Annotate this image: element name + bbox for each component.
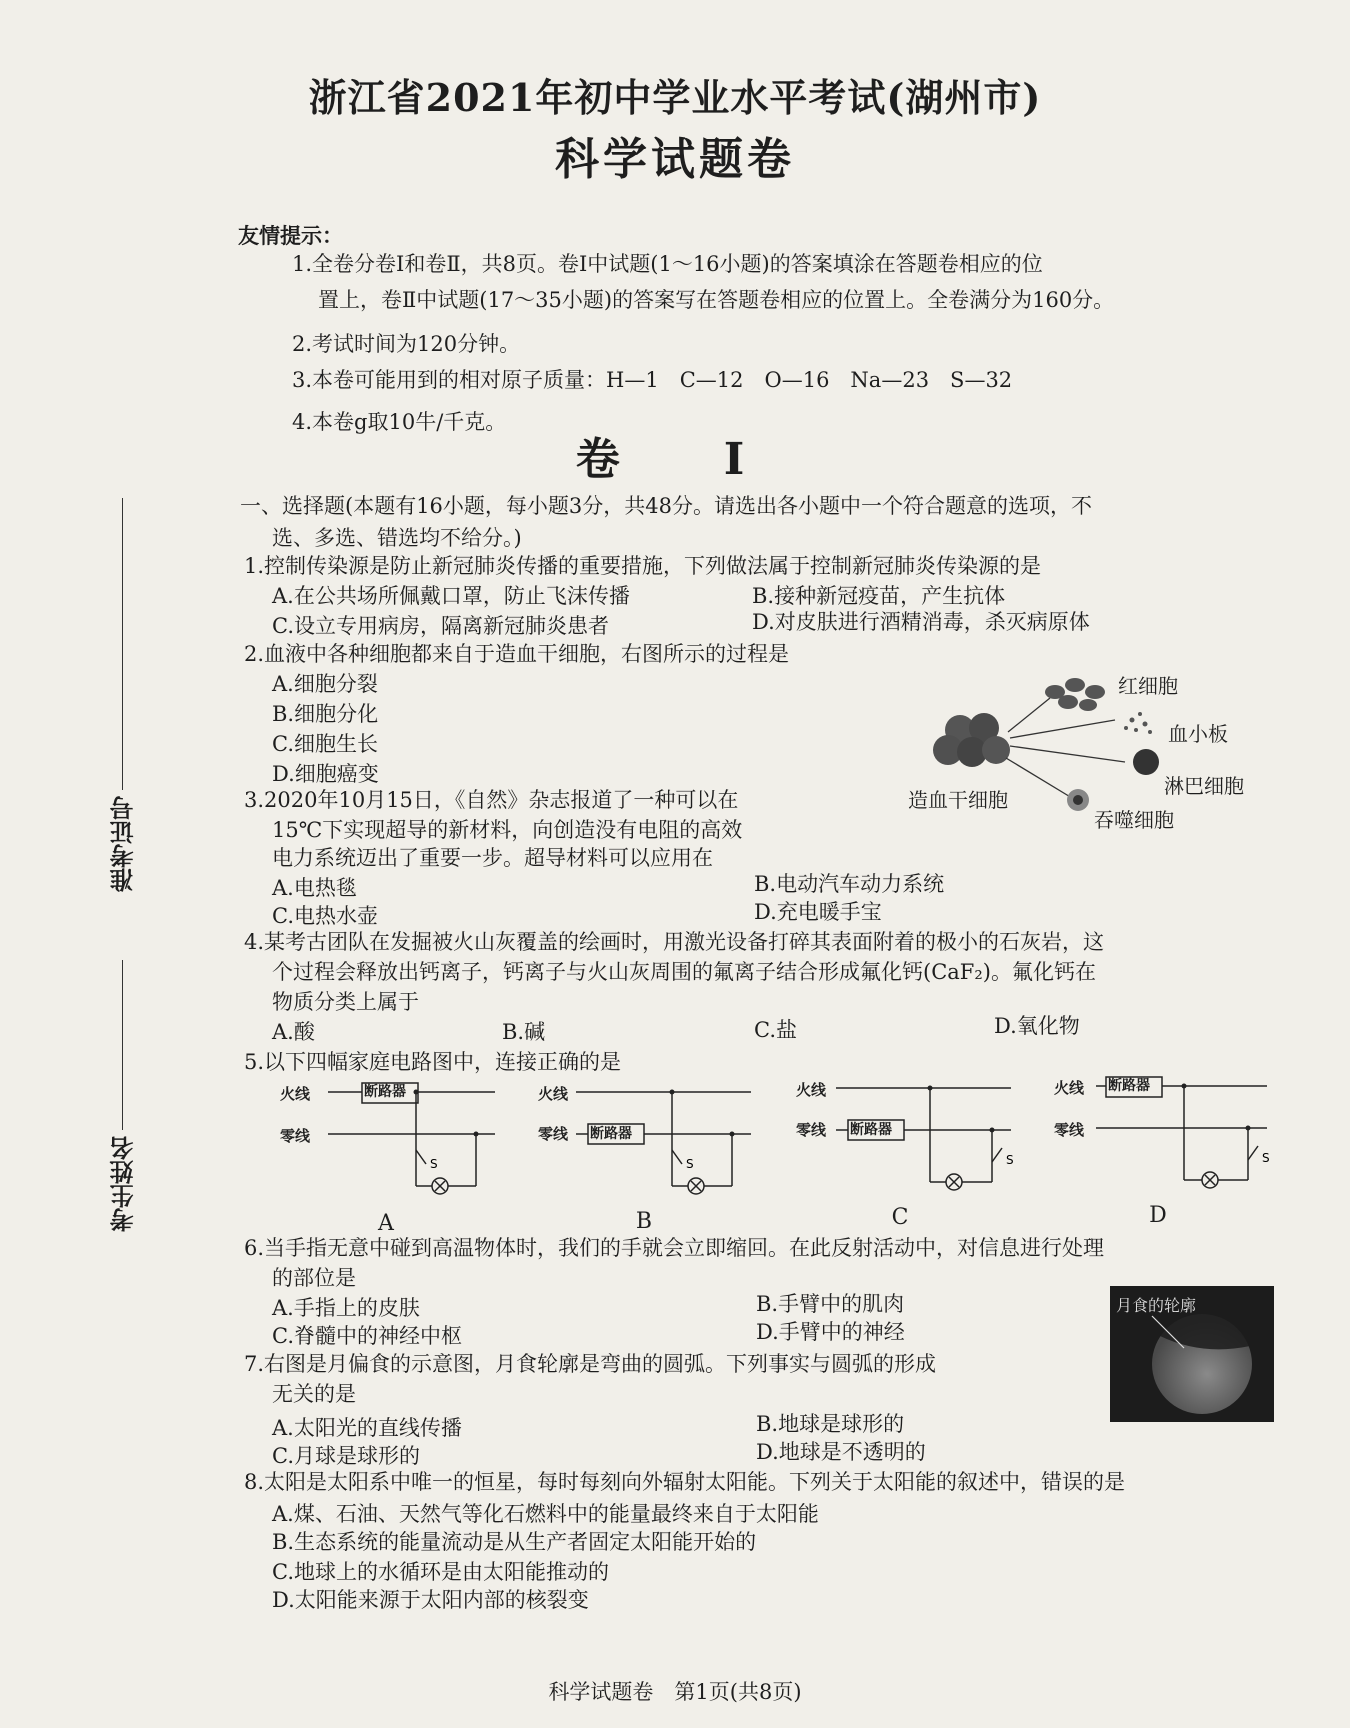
q6-stem-cont: 的部位是: [272, 1266, 356, 1290]
q6-option-a: A.手指上的皮肤: [272, 1296, 420, 1320]
exam-title: 浙江省2021年初中学业水平考试(湖州市): [308, 75, 1042, 120]
fire-wire-label: 火线: [796, 1081, 827, 1099]
q2-option-b: B.细胞分化: [272, 702, 379, 726]
lymphocyte-label: 淋巴细胞: [1164, 774, 1244, 798]
q7-option-a: A.太阳光的直线传播: [272, 1416, 462, 1440]
switch-label: S: [430, 1157, 438, 1171]
switch-label: S: [1006, 1153, 1014, 1167]
q8-option-d: D.太阳能来源于太阳内部的核裂变: [272, 1588, 589, 1612]
q6-option-c: C.脊髓中的神经中枢: [272, 1324, 462, 1348]
q1-option-b: B.接种新冠疫苗，产生抗体: [752, 584, 1006, 608]
notice-item: 4.本卷g取10牛/千克。: [292, 410, 507, 434]
q4-option-a: A.酸: [272, 1020, 315, 1044]
notice-heading: 友情提示：: [238, 223, 343, 248]
q3-option-b: B.电动汽车动力系统: [754, 872, 945, 896]
q3-stem-cont: 15℃下实现超导的新材料，向创造没有电阻的高效: [272, 818, 743, 842]
rbc-label: 红细胞: [1118, 674, 1178, 698]
q3-option-d: D.充电暖手宝: [754, 900, 882, 924]
q6-option-d: D.手臂中的神经: [756, 1320, 905, 1344]
exam-no-label: 准考证号: [109, 796, 138, 892]
q1-option-d: D.对皮肤进行酒精消毒，杀灭病原体: [752, 610, 1090, 634]
q4-stem: 4.某考古团队在发掘被火山灰覆盖的绘画时，用激光设备打碎其表面附着的极小的石灰岩，这: [244, 930, 1105, 954]
name-line: [122, 960, 123, 1130]
q1-option-c: C.设立专用病房，隔离新冠肺炎患者: [272, 614, 609, 638]
circuit-label-b: B: [635, 1209, 653, 1234]
breaker-label: 断路器: [1108, 1078, 1150, 1094]
notice-item: 3.本卷可能用到的相对原子质量：H—1 C—12 O—16 Na—23 S—32: [292, 368, 1013, 392]
q8-option-b: B.生态系统的能量流动是从生产者固定太阳能开始的: [272, 1530, 757, 1554]
phagocyte: [1067, 789, 1089, 811]
page-footer: 科学试题卷 第1页(共8页): [548, 1680, 802, 1704]
q8-stem: 8.太阳是太阳系中唯一的恒星，每时每刻向外辐射太阳能。下列关于太阳能的叙述中，错误的是: [244, 1470, 1126, 1494]
eclipse-label: 月食的轮廓: [1116, 1296, 1197, 1315]
q1-stem: 1.控制传染源是防止新冠肺炎传播的重要措施，下列做法属于控制新冠肺炎传染源的是: [244, 554, 1042, 578]
zero-wire-label: 零线: [538, 1125, 569, 1143]
fire-wire-label: 火线: [280, 1085, 311, 1103]
red-blood-cells: [1045, 678, 1105, 711]
q7-option-d: D.地球是不透明的: [756, 1440, 926, 1464]
q4-option-b: B.碱: [502, 1020, 546, 1044]
q7-option-c: C.月球是球形的: [272, 1444, 420, 1468]
zero-wire-label: 零线: [796, 1121, 827, 1139]
q2-option-c: C.细胞生长: [272, 732, 378, 756]
differentiation-arrows: [1006, 698, 1125, 798]
q4-stem-cont: 物质分类上属于: [272, 990, 419, 1014]
circuit-d: [1052, 1072, 1282, 1202]
section-heading-cont: 选、多选、错选均不给分。): [272, 526, 522, 550]
circuit-b: [536, 1078, 766, 1208]
q2-stem: 2.血液中各种细胞都来自于造血干细胞，右图所示的过程是: [244, 642, 790, 666]
circuit-c: [796, 1074, 1026, 1204]
q4-option-c: C.盐: [754, 1018, 797, 1042]
section-heading: 一、选择题(本题有16小题，每小题3分，共48分。请选出各小题中一个符合题意的选项，不: [240, 494, 1092, 518]
q4-option-d: D.氧化物: [994, 1014, 1080, 1038]
breaker-label: 断路器: [364, 1084, 406, 1100]
q6-option-b: B.手臂中的肌肉: [756, 1292, 905, 1316]
notice-item: 1.全卷分卷Ⅰ和卷Ⅱ，共8页。卷Ⅰ中试题(1～16小题)的答案填涂在答题卷相应的位: [292, 252, 1043, 276]
q1-option-a: A.在公共场所佩戴口罩，防止飞沫传播: [272, 584, 630, 608]
platelet-label: 血小板: [1168, 722, 1228, 746]
notice-item: 置上，卷Ⅱ中试题(17～35小题)的答案写在答题卷相应的位置上。全卷满分为160分。: [318, 288, 1115, 312]
paper-subtitle: 科学试题卷: [555, 134, 795, 185]
q6-stem: 6.当手指无意中碰到高温物体时，我们的手就会立即缩回。在此反射活动中，对信息进行处理: [244, 1236, 1105, 1260]
q2-option-d: D.细胞癌变: [272, 762, 379, 786]
circuit-label-a: A: [378, 1211, 394, 1236]
platelets: [1124, 712, 1152, 734]
q8-option-a: A.煤、石油、天然气等化石燃料中的能量最终来自于太阳能: [272, 1502, 819, 1526]
stem-cell-cluster: [933, 713, 1010, 767]
notice-item: 2.考试时间为120分钟。: [292, 332, 521, 356]
q2-option-a: A.细胞分裂: [272, 672, 378, 696]
q7-stem-cont: 无关的是: [272, 1382, 356, 1406]
circuit-label-d: D: [1149, 1203, 1167, 1228]
switch-label: S: [1262, 1151, 1270, 1165]
stem-cell-label: 造血干细胞: [908, 788, 1008, 812]
part-title: 卷 Ⅰ: [575, 434, 775, 485]
q7-stem: 7.右图是月偏食的示意图，月食轮廓是弯曲的圆弧。下列事实与圆弧的形成: [244, 1352, 937, 1376]
zero-wire-label: 零线: [1054, 1121, 1085, 1139]
q3-stem-cont: 电力系统迈出了重要一步。超导材料可以应用在: [272, 846, 713, 870]
breaker-label: 断路器: [850, 1122, 892, 1138]
name-label: 考生姓名: [109, 1136, 138, 1232]
lymphocyte: [1133, 749, 1159, 775]
breaker-label: 断路器: [590, 1126, 632, 1142]
zero-wire-label: 零线: [280, 1127, 311, 1145]
fire-wire-label: 火线: [1054, 1079, 1085, 1097]
switch-label: S: [686, 1157, 694, 1171]
q3-option-c: C.电热水壶: [272, 904, 378, 928]
phagocyte-label: 吞噬细胞: [1094, 808, 1174, 832]
q3-stem: 3.2020年10月15日，《自然》杂志报道了一种可以在: [244, 788, 739, 812]
q4-stem-cont: 个过程会释放出钙离子，钙离子与火山灰周围的氟离子结合形成氟化钙(CaF₂)。氟化钙在: [272, 960, 1096, 984]
fire-wire-label: 火线: [538, 1085, 569, 1103]
q3-option-a: A.电热毯: [272, 876, 357, 900]
exam-no-line: [122, 498, 123, 790]
q7-option-b: B.地球是球形的: [756, 1412, 905, 1436]
q5-stem: 5.以下四幅家庭电路图中，连接正确的是: [244, 1050, 622, 1074]
q8-option-c: C.地球上的水循环是由太阳能推动的: [272, 1560, 609, 1584]
circuit-label-c: C: [891, 1205, 909, 1230]
